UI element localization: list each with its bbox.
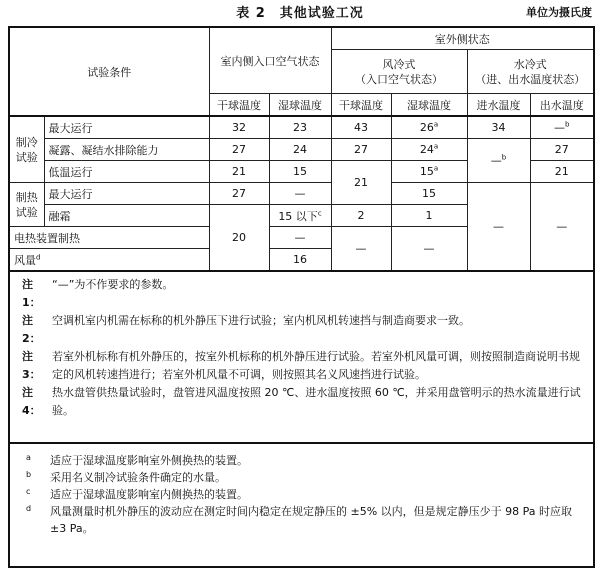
cell: 34 [467, 116, 530, 139]
footnote [26, 469, 587, 486]
cell: 15 [269, 161, 331, 183]
row-label: 最大运行 [44, 116, 209, 139]
air-cooled-label: 风冷式 [382, 57, 416, 71]
row-label: 电热装置制热 [9, 227, 209, 249]
cell: — [467, 183, 530, 272]
footnote-mark: a [433, 164, 439, 173]
water-cooled-sub: （进、出水温度状态） [475, 72, 586, 86]
cell [467, 139, 530, 183]
header-water-out: 出水温度 [530, 94, 594, 117]
cell: 24 [269, 139, 331, 161]
row-label-text: 风量 [14, 253, 36, 267]
footnotes-section [9, 443, 594, 567]
cell-value: — [490, 154, 502, 167]
header-outdoor: 室外侧状态 [331, 27, 594, 50]
row-label: 低温运行 [44, 161, 209, 183]
footnote-text: 风量测量时机外静压的波动应在测定时间内稳定在规定静压的 ±5% 以内，但是规定静压少于 98 Pa 时应取 ±3 Pa。 [50, 505, 573, 535]
note-text: 空调机室内机需在标称的机外静压下进行试验；室内机风机转速挡与制造商要求一致。 [52, 314, 470, 327]
footnote [26, 503, 587, 537]
air-cooled-sub: （入口空气状态） [355, 72, 443, 86]
cell: 16 [269, 249, 331, 272]
footnote [26, 486, 587, 503]
row-label: 融霜 [44, 205, 209, 227]
footnote-mark: b [26, 470, 32, 479]
row-label: 最大运行 [44, 183, 209, 205]
cell-value: — [554, 121, 566, 134]
cell: 27 [209, 139, 269, 161]
cell-value: 24 [419, 143, 434, 156]
footnote-mark: d [26, 504, 32, 513]
unit-label: 单位为摄氏度 [526, 6, 592, 19]
header-water-in: 进水温度 [467, 94, 530, 117]
cell: 21 [530, 161, 594, 183]
note-text: 若室外机标称有机外静压的，按室外机标称的机外静压进行试验。若室外机风量可调，则按照制造商说明书规定的风机转速挡进行；若室外机风量不可调，则按照其名义风速挡进行试验。 [52, 350, 580, 381]
cell [391, 161, 467, 183]
note-tag: 注 4： [22, 386, 41, 417]
header-wet-outdoor: 湿球温度 [391, 94, 467, 117]
cell [269, 205, 331, 227]
cell: — [269, 183, 331, 205]
note-text: 热水盘管供热量试验时，盘管进风温度按照 20 ℃、进水温度按照 60 ℃，并采用盘管明示的热水流量进行试验。 [52, 386, 581, 417]
cell: — [331, 227, 391, 272]
group-cooling: 制冷 试验 [9, 116, 44, 183]
footnote-text: 适应于湿球温度影响室外侧换热的装置。 [50, 454, 248, 467]
cell-value: 15 [419, 165, 434, 178]
note-tag: 注 3： [22, 350, 41, 381]
cell [530, 116, 594, 139]
note [22, 384, 587, 420]
group-heating: 制热 试验 [9, 183, 44, 227]
note [22, 276, 587, 312]
note-text: “—”为不作要求的参数。 [52, 278, 174, 291]
cell: — [391, 227, 467, 272]
header-water-cooled [467, 50, 594, 94]
footnote-mark: d [36, 252, 41, 261]
note-tag: 注 2： [22, 314, 41, 345]
cell [391, 116, 467, 139]
header-dry: 干球温度 [209, 94, 269, 117]
cell-value: 26 [419, 121, 434, 134]
cell: 43 [331, 116, 391, 139]
row-label: 凝露、凝结水排除能力 [44, 139, 209, 161]
footnote-mark: b [501, 153, 507, 162]
cell: 27 [331, 139, 391, 161]
note [22, 312, 587, 348]
header-air-cooled [331, 50, 467, 94]
cell: 27 [530, 139, 594, 161]
footnote-mark: c [317, 208, 322, 217]
cell [391, 139, 467, 161]
cell: 32 [209, 116, 269, 139]
cell: — [530, 183, 594, 272]
cell: 20 [209, 205, 269, 272]
header-wet: 湿球温度 [269, 94, 331, 117]
footnote-mark: a [433, 142, 439, 151]
header-indoor: 室内侧入口空气状态 [209, 27, 331, 94]
footnote-mark: b [565, 120, 570, 129]
note [22, 348, 587, 384]
row-label [9, 249, 209, 272]
footnote-mark: c [26, 487, 31, 496]
footnote [26, 452, 587, 469]
cell: 2 [331, 205, 391, 227]
notes-section [9, 271, 594, 443]
footnote-text: 采用名义制冷试验条件确定的水量。 [50, 471, 226, 484]
footnote-mark: a [433, 120, 439, 129]
cell: 27 [209, 183, 269, 205]
cell: 21 [209, 161, 269, 183]
cell: 15 [391, 183, 467, 205]
note-tag: 注 1： [22, 278, 41, 309]
test-conditions-table [8, 26, 595, 568]
water-cooled-label: 水冷式 [513, 57, 547, 71]
cell-value: 15 以下 [278, 209, 318, 223]
header-condition: 试验条件 [9, 27, 209, 116]
cell: 1 [391, 205, 467, 227]
cell: — [269, 227, 331, 249]
footnote-mark: a [26, 453, 31, 462]
table-title: 表 2 其他试验工况 [236, 6, 364, 21]
cell: 21 [331, 161, 391, 205]
cell: 23 [269, 116, 331, 139]
header-dry-outdoor: 干球温度 [331, 94, 391, 117]
footnote-text: 适应于湿球温度影响室内侧换热的装置。 [50, 488, 248, 501]
